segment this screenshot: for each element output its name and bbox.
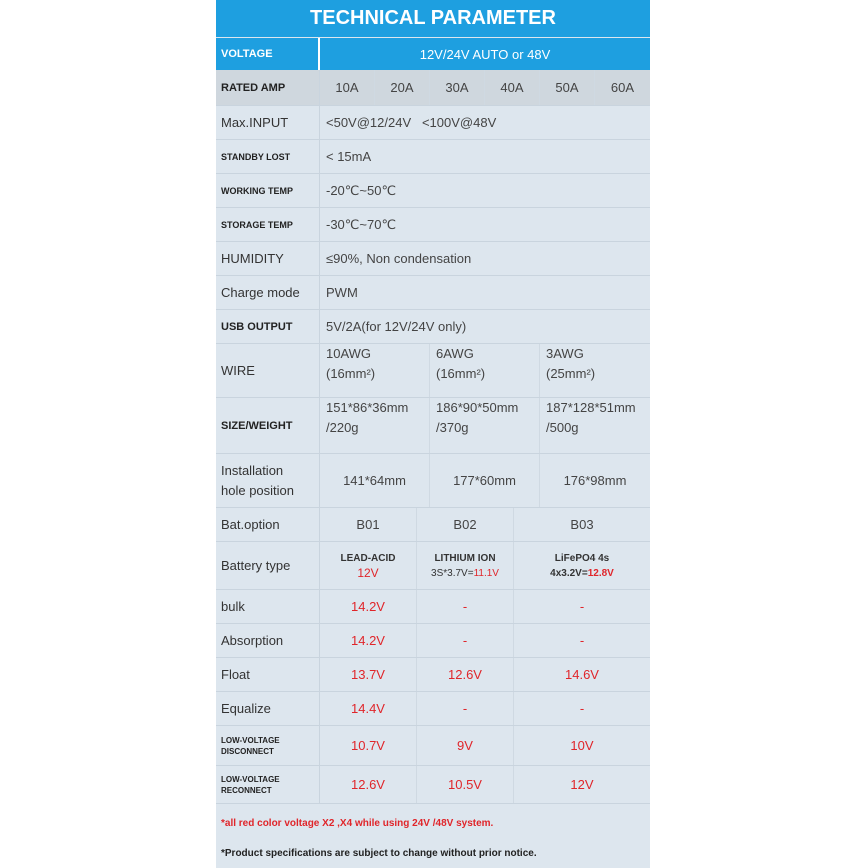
wire-gauge: 6AWG bbox=[436, 346, 474, 361]
size-dimensions: 186*90*50mm bbox=[436, 400, 519, 415]
battery-nominal-voltage: 12V bbox=[357, 565, 379, 580]
wire-gauge: 10AWG bbox=[326, 346, 372, 361]
equalize-row bbox=[216, 692, 650, 726]
battery-type-name: LEAD-ACID bbox=[340, 552, 396, 564]
battery-voltage-formula: 3S*3.7V= bbox=[431, 567, 474, 579]
battery-nominal-voltage: 11.1V bbox=[473, 567, 499, 579]
lvr-label bbox=[216, 766, 320, 803]
bat-option-row bbox=[216, 508, 650, 542]
voltage-cell: - bbox=[417, 624, 514, 657]
lvd-label-line2: DISCONNECT bbox=[221, 746, 274, 756]
wire-cell bbox=[320, 344, 430, 397]
battery-type-cell bbox=[514, 542, 650, 589]
voltage-value: 12V/24V AUTO or 48V bbox=[419, 46, 551, 62]
battery-type-name: LITHIUM ION bbox=[434, 552, 496, 564]
standby-row bbox=[216, 140, 650, 174]
voltage-label: VOLTAGE bbox=[216, 38, 320, 70]
battery-voltage-formula: 4x3.2V= bbox=[550, 567, 588, 579]
equalize-label: Equalize bbox=[216, 692, 320, 725]
voltage-cell: - bbox=[417, 692, 514, 725]
voltage-row bbox=[216, 38, 650, 70]
voltage-cell: 9V bbox=[417, 726, 514, 765]
usb-output-row bbox=[216, 310, 650, 344]
battery-type-cell bbox=[417, 542, 514, 589]
float-label: Float bbox=[216, 658, 320, 691]
amp-cell: 40A bbox=[485, 70, 540, 105]
voltage-cell: - bbox=[417, 590, 514, 623]
bulk-row bbox=[216, 590, 650, 624]
installation-label bbox=[216, 454, 320, 507]
size-weight: /370g bbox=[436, 420, 469, 435]
installation-row bbox=[216, 454, 650, 508]
working-temp-label: WORKING TEMP bbox=[216, 174, 320, 207]
voltage-cell: 13.7V bbox=[320, 658, 417, 691]
lvr-label-line2: RECONNECT bbox=[221, 785, 272, 795]
battery-nominal-voltage: 12.8V bbox=[587, 567, 614, 579]
humidity-value: ≤90%, Non condensation bbox=[326, 251, 472, 266]
size-weight-cell bbox=[320, 398, 430, 453]
standby-label: STANDBY LOST bbox=[216, 140, 320, 173]
wire-label: WIRE bbox=[216, 344, 320, 397]
size-weight-row bbox=[216, 398, 650, 454]
usb-output-label: USB OUTPUT bbox=[216, 310, 320, 343]
size-weight: /500g bbox=[546, 420, 579, 435]
size-weight-cell bbox=[540, 398, 650, 453]
standby-value: < 15mA bbox=[326, 149, 372, 164]
bat-option-cell: B02 bbox=[417, 508, 514, 541]
voltage-cell: 14.2V bbox=[320, 624, 417, 657]
storage-temp-label: STORAGE TEMP bbox=[216, 208, 320, 241]
working-temp-value: -20℃~50℃ bbox=[326, 182, 397, 198]
size-weight-label: SIZE/WEIGHT bbox=[216, 398, 320, 453]
installation-cell: 177*60mm bbox=[430, 454, 540, 507]
bat-option-cell: B03 bbox=[570, 517, 594, 532]
size-weight: /220g bbox=[326, 420, 359, 435]
voltage-cell: - bbox=[579, 599, 585, 614]
float-row bbox=[216, 658, 650, 692]
storage-temp-value: -30℃~70℃ bbox=[326, 216, 397, 232]
sheet-title: TECHNICAL PARAMETER bbox=[216, 0, 650, 37]
voltage-cell: 14.4V bbox=[320, 692, 417, 725]
bat-option-cell: B01 bbox=[320, 508, 417, 541]
charge-mode-label: Charge mode bbox=[216, 276, 320, 309]
charge-mode-row bbox=[216, 276, 650, 310]
voltage-cell: - bbox=[579, 701, 585, 716]
footnote-red: *all red color voltage X2 ,X4 while using 24V /48V system. bbox=[221, 818, 494, 829]
wire-cell bbox=[540, 344, 650, 397]
absorption-row bbox=[216, 624, 650, 658]
voltage-cell: 10.7V bbox=[320, 726, 417, 765]
battery-type-row bbox=[216, 542, 650, 590]
humidity-label: HUMIDITY bbox=[216, 242, 320, 275]
voltage-cell: 12V bbox=[570, 777, 594, 792]
storage-temp-row bbox=[216, 208, 650, 242]
installation-cell: 176*98mm bbox=[563, 473, 627, 488]
wire-cell bbox=[430, 344, 540, 397]
voltage-cell: 12.6V bbox=[320, 766, 417, 803]
max-input-value: <50V@12/24V <100V@48V bbox=[326, 115, 497, 130]
amp-cell: 60A bbox=[610, 80, 635, 95]
voltage-cell: - bbox=[579, 633, 585, 648]
size-dimensions: 187*128*51mm bbox=[546, 400, 636, 415]
lvr-row bbox=[216, 766, 650, 804]
installation-label-line2: hole position bbox=[221, 482, 294, 498]
working-temp-row bbox=[216, 174, 650, 208]
lvr-label-line1: LOW-VOLTAGE bbox=[221, 774, 280, 784]
installation-label-line1: Installation bbox=[221, 462, 284, 478]
wire-area: (16mm²) bbox=[326, 366, 376, 381]
technical-parameter-sheet bbox=[216, 0, 650, 868]
voltage-cell: 10V bbox=[570, 738, 594, 753]
voltage-cell: 14.6V bbox=[565, 667, 599, 682]
wire-area: (16mm²) bbox=[436, 366, 486, 381]
absorption-label: Absorption bbox=[216, 624, 320, 657]
footnote: *Product specifications are subject to change without prior notice. bbox=[221, 848, 537, 859]
amp-cell: 10A bbox=[320, 70, 375, 105]
bat-option-label: Bat.option bbox=[216, 508, 320, 541]
lvd-row bbox=[216, 726, 650, 766]
battery-type-name: LiFePO4 4s bbox=[554, 552, 610, 564]
battery-type-cell bbox=[320, 542, 417, 589]
max-input-label: Max.INPUT bbox=[216, 106, 320, 139]
voltage-cell: 10.5V bbox=[417, 766, 514, 803]
voltage-cell: 14.2V bbox=[320, 590, 417, 623]
max-input-row bbox=[216, 106, 650, 140]
wire-area: (25mm²) bbox=[546, 366, 596, 381]
amp-cell: 50A bbox=[540, 70, 595, 105]
size-dimensions: 151*86*36mm bbox=[326, 400, 409, 415]
installation-cell: 141*64mm bbox=[320, 454, 430, 507]
lvd-label bbox=[216, 726, 320, 765]
wire-row bbox=[216, 344, 650, 398]
battery-type-label: Battery type bbox=[216, 542, 320, 589]
bulk-label: bulk bbox=[216, 590, 320, 623]
usb-output-value: 5V/2A(for 12V/24V only) bbox=[326, 319, 467, 334]
charge-mode-value: PWM bbox=[326, 285, 358, 300]
humidity-row bbox=[216, 242, 650, 276]
rated-amp-row bbox=[216, 70, 650, 106]
amp-cell: 30A bbox=[430, 70, 485, 105]
wire-gauge: 3AWG bbox=[546, 346, 584, 361]
lvd-label-line1: LOW-VOLTAGE bbox=[221, 735, 280, 745]
voltage-cell: 12.6V bbox=[417, 658, 514, 691]
rated-amp-label: RATED AMP bbox=[216, 70, 320, 105]
size-weight-cell bbox=[430, 398, 540, 453]
amp-cell: 20A bbox=[375, 70, 430, 105]
